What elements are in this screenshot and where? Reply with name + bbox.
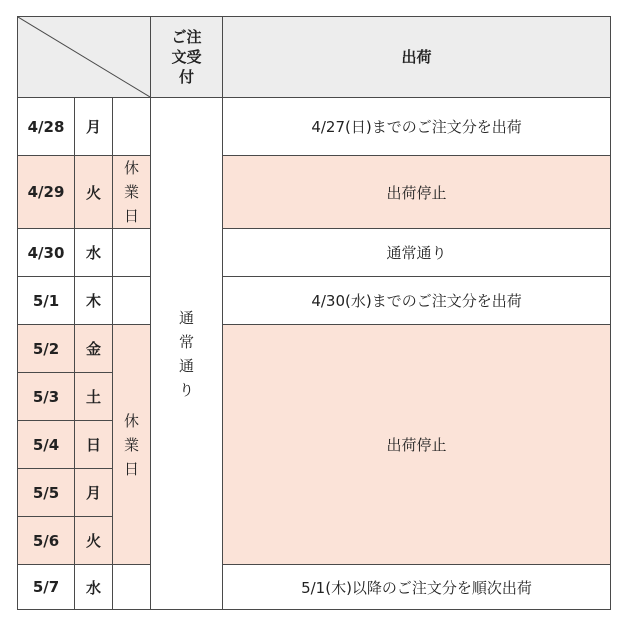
date-cell: 4/30 xyxy=(18,229,75,277)
date-cell: 5/1 xyxy=(18,277,75,325)
weekday-cell: 土 xyxy=(75,373,113,421)
holiday-label: 休業日 xyxy=(124,411,140,478)
order-reception-value: 通常通り xyxy=(179,308,195,399)
holiday-cell xyxy=(113,156,151,229)
weekday-cell: 火 xyxy=(75,156,113,229)
date-cell: 5/3 xyxy=(18,373,75,421)
shipping-cell: 出荷停止 xyxy=(223,325,611,565)
date-cell: 5/7 xyxy=(18,565,75,610)
shipping-cell: 4/27(日)までのご注文分を出荷 xyxy=(223,98,611,156)
shipping-cell: 出荷停止 xyxy=(223,156,611,229)
date-cell: 4/29 xyxy=(18,156,75,229)
shipping-cell: 4/30(水)までのご注文分を出荷 xyxy=(223,277,611,325)
holiday-cell xyxy=(113,229,151,277)
holiday-cell xyxy=(113,98,151,156)
order-reception-header: ご注文受付 xyxy=(151,17,223,98)
holiday-cell xyxy=(113,325,151,565)
holiday-label: 休業日 xyxy=(124,159,140,225)
weekday-cell: 月 xyxy=(75,469,113,517)
shipping-header: 出荷 xyxy=(223,17,611,98)
weekday-cell: 月 xyxy=(75,98,113,156)
weekday-cell: 日 xyxy=(75,421,113,469)
date-cell: 5/4 xyxy=(18,421,75,469)
weekday-cell: 水 xyxy=(75,565,113,610)
date-cell: 5/2 xyxy=(18,325,75,373)
order-reception-cell xyxy=(151,98,223,610)
weekday-cell: 水 xyxy=(75,229,113,277)
shipping-schedule-table xyxy=(17,16,611,610)
shipping-cell: 通常通り xyxy=(223,229,611,277)
date-cell: 5/6 xyxy=(18,517,75,565)
holiday-cell xyxy=(113,565,151,610)
corner-diagonal-cell xyxy=(18,17,151,98)
weekday-cell: 火 xyxy=(75,517,113,565)
date-cell: 4/28 xyxy=(18,98,75,156)
date-cell: 5/5 xyxy=(18,469,75,517)
weekday-cell: 木 xyxy=(75,277,113,325)
diagonal-line xyxy=(18,17,150,97)
weekday-cell: 金 xyxy=(75,325,113,373)
shipping-cell: 5/1(木)以降のご注文分を順次出荷 xyxy=(223,565,611,610)
holiday-cell xyxy=(113,277,151,325)
